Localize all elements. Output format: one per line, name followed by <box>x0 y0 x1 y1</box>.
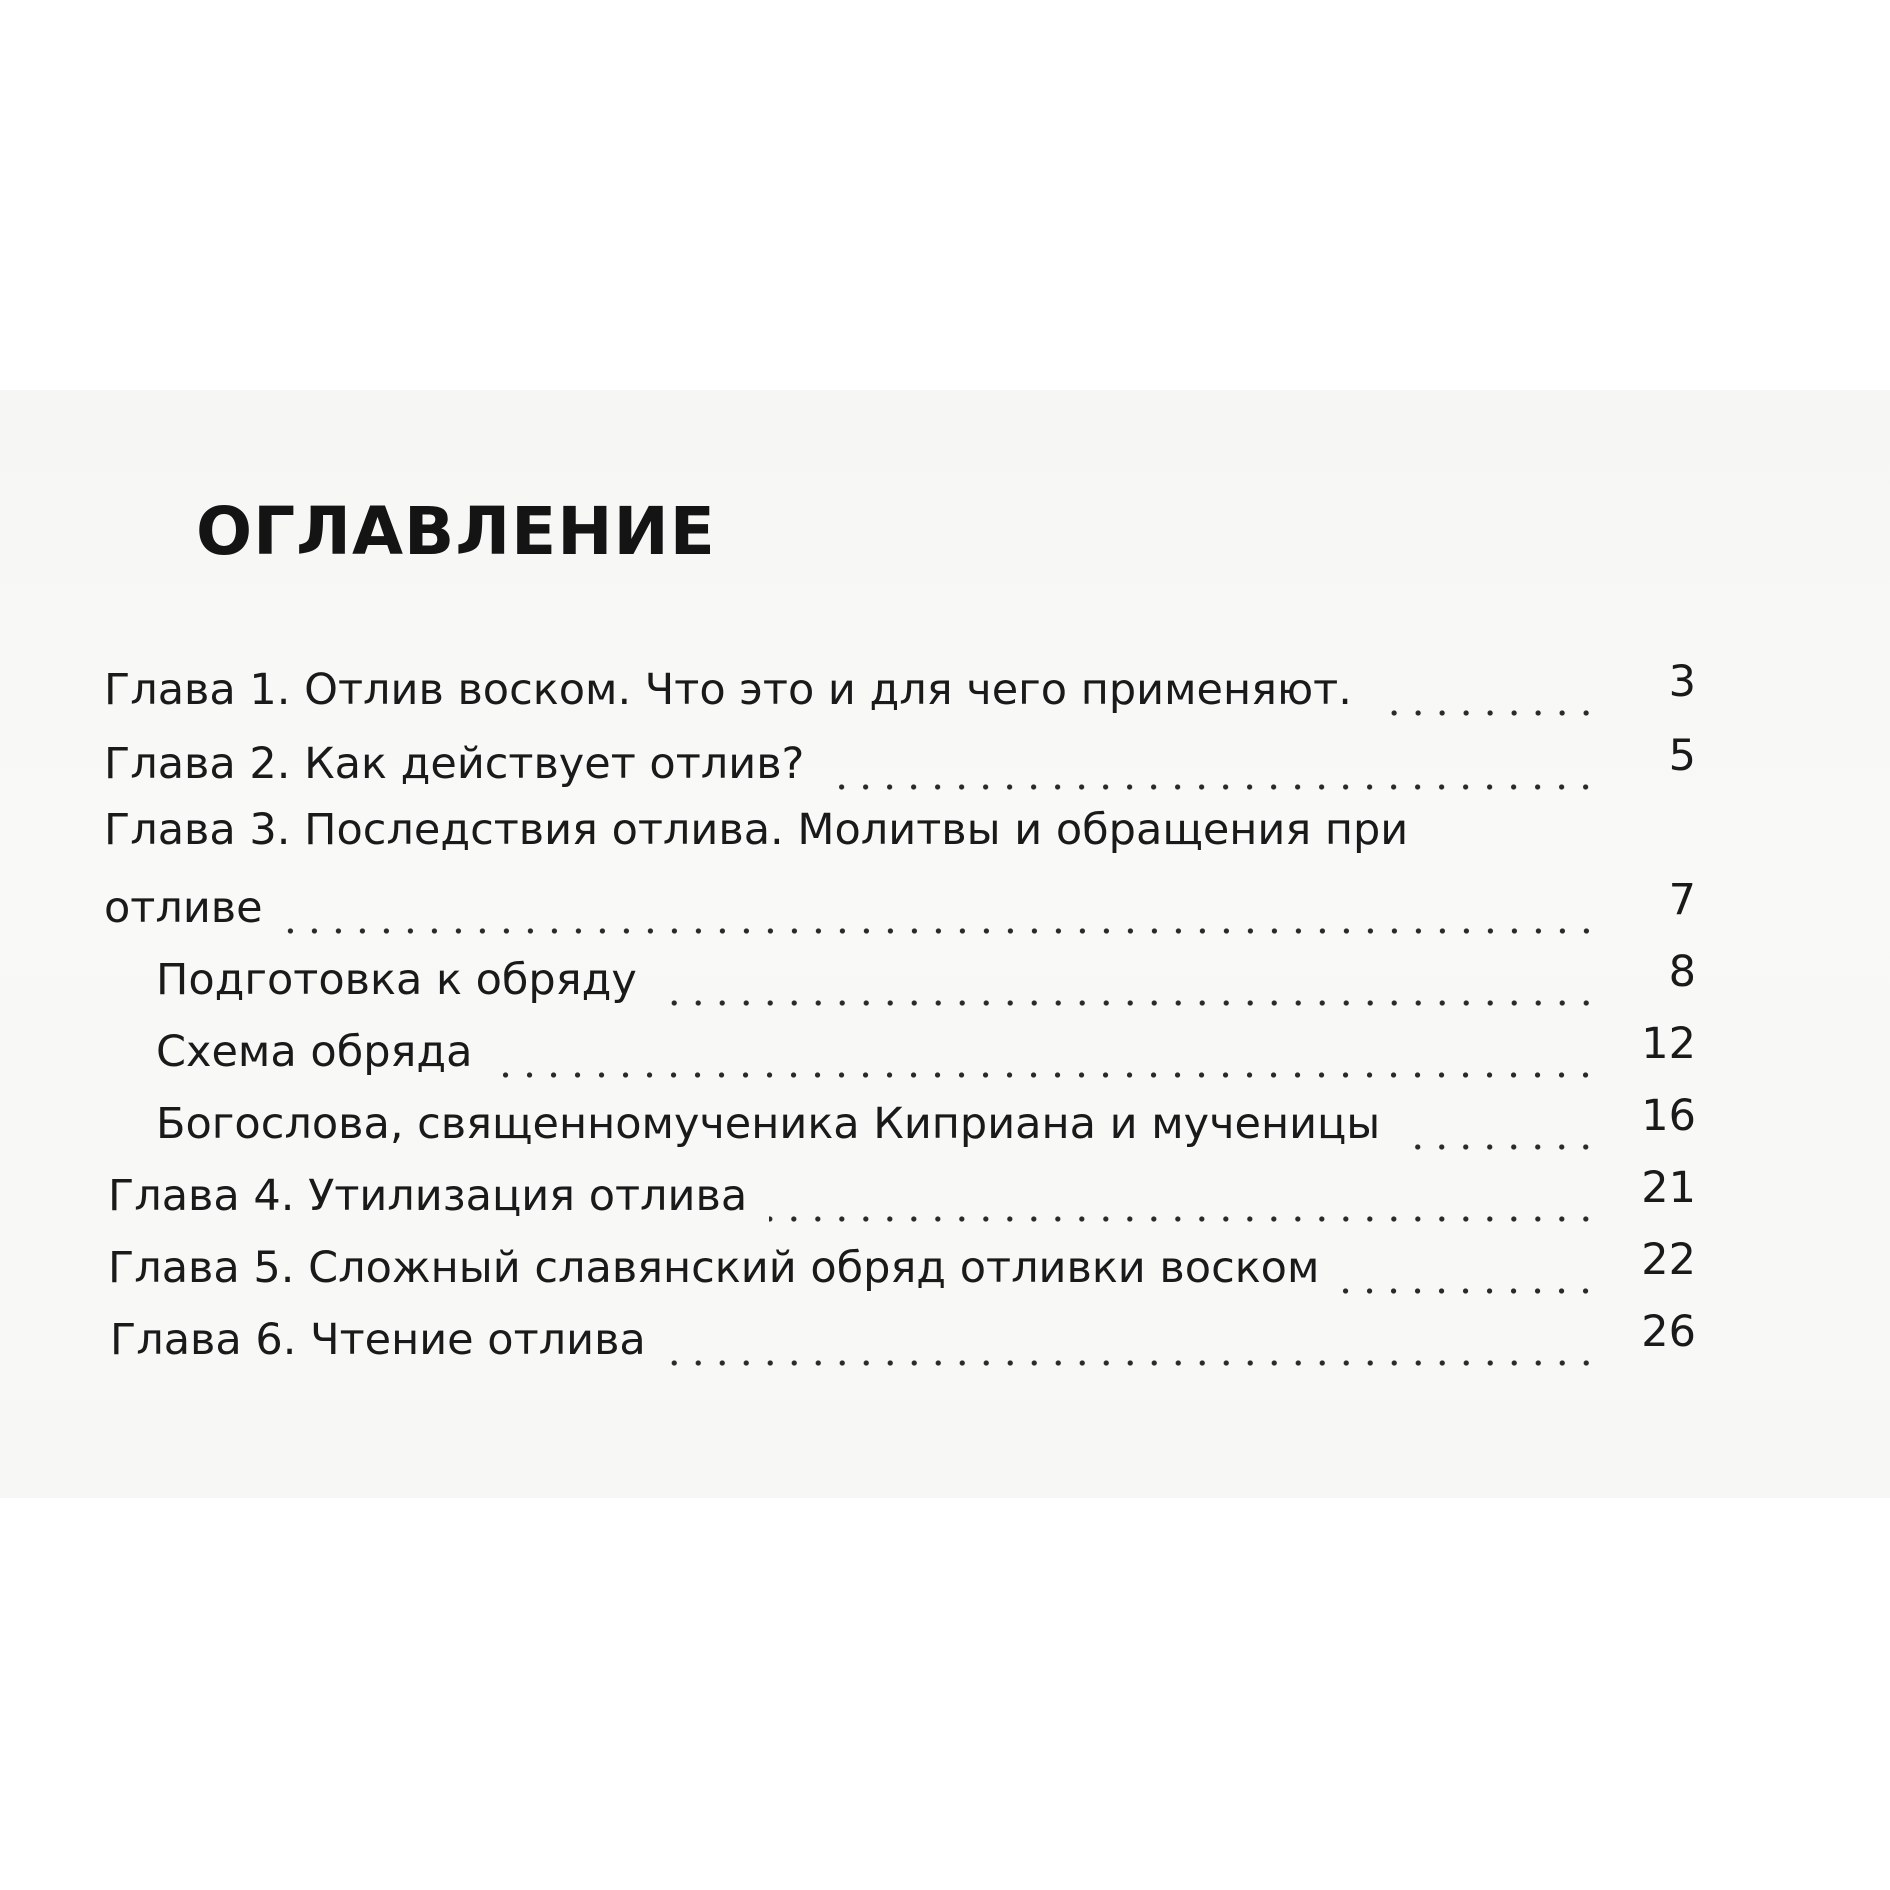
toc-page-number: 22 <box>1641 1235 1696 1285</box>
toc-entry-text: Глава 4. Утилизация отлива <box>108 1171 748 1221</box>
toc-entry-text: Глава 1. Отлив воском. Что это и для чего применяют. <box>104 665 1352 715</box>
toc-entry-chapter-1 <box>104 652 1696 724</box>
toc-entry-text: Глава 2. Как действует отлив? <box>104 739 805 789</box>
toc-entry-chapter-3-line1: Глава 3. Последствия отлива. Молитвы и обращения при <box>104 805 1409 855</box>
toc-page-number: 12 <box>1641 1019 1696 1069</box>
toc-page-number: 26 <box>1641 1307 1696 1357</box>
toc-entry-chapter-6 <box>110 1302 1696 1374</box>
toc-entry-chapter-5 <box>108 1230 1696 1302</box>
toc-entry-text: отливе <box>104 883 263 933</box>
toc-entry-text: Богослова, священномученика Киприана и мученицы <box>156 1099 1381 1149</box>
toc-page-number: 16 <box>1641 1091 1696 1141</box>
toc-entry-chapter-4 <box>108 1158 1696 1230</box>
toc-entry-section-preparation <box>156 942 1696 1014</box>
book-page <box>0 390 1890 1498</box>
toc-page-number: 21 <box>1641 1163 1696 1213</box>
toc-entry-text: Подготовка к обряду <box>156 955 637 1005</box>
dot-leader <box>668 1314 1598 1374</box>
toc-entry-chapter-3 <box>104 870 1696 942</box>
dot-leader <box>769 1170 1598 1230</box>
toc-page-number: 5 <box>1668 731 1696 781</box>
toc-title: ОГЛАВЛЕНИЕ <box>196 493 716 570</box>
toc-entry-section-cyprian <box>156 1086 1696 1158</box>
toc-entry-text: Глава 5. Сложный славянский обряд отливки воском <box>108 1243 1320 1293</box>
toc-entry-chapter-2 <box>104 726 1696 798</box>
dot-leader <box>826 738 1598 798</box>
dot-leader <box>1374 664 1598 724</box>
toc-entry-section-scheme <box>156 1014 1696 1086</box>
dot-leader <box>1341 1242 1598 1302</box>
toc-page-number: 3 <box>1668 657 1696 707</box>
toc-page-number: 7 <box>1668 875 1696 925</box>
dot-leader <box>285 882 1598 942</box>
dot-leader <box>659 954 1598 1014</box>
toc-entry-text: Глава 6. Чтение отлива <box>110 1315 646 1365</box>
toc-entry-text: Схема обряда <box>156 1027 473 1077</box>
dot-leader <box>494 1026 1598 1086</box>
toc-page-number: 8 <box>1668 947 1696 997</box>
dot-leader <box>1402 1098 1598 1158</box>
